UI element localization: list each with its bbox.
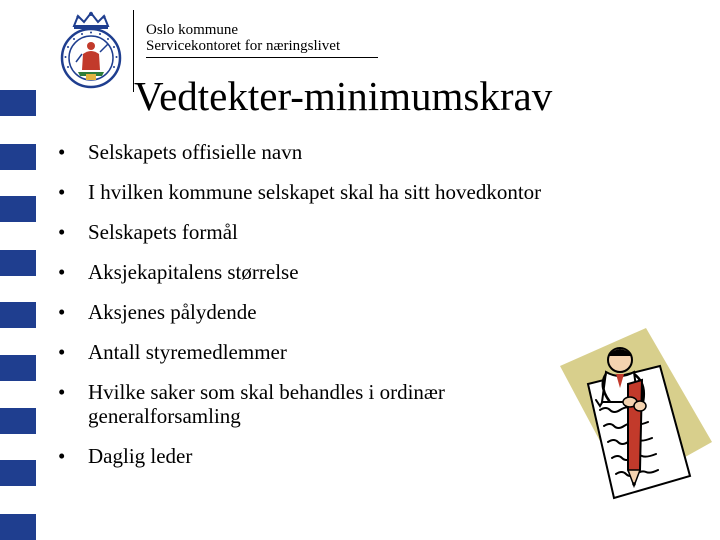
- stripe-block: [0, 460, 36, 486]
- bullet-item: • Aksjenes pålydende: [58, 300, 558, 324]
- stripe-block: [0, 144, 36, 170]
- stripe-block: [0, 196, 36, 222]
- department-name: Servicekontoret for næringslivet: [146, 38, 341, 54]
- bullet-item: • Hvilke saker som skal behandles i ordinær generalforsamling: [58, 380, 528, 428]
- bullet-item: • Aksjekapitalens størrelse: [58, 260, 558, 284]
- bullet-item: • Daglig leder: [58, 444, 558, 468]
- stripe-block: [0, 302, 36, 328]
- bullet-item: • Antall styremedlemmer: [58, 340, 558, 364]
- stripe-block: [0, 355, 36, 381]
- person-writing-list-clipart-icon: [548, 322, 718, 514]
- stripe-block: [0, 514, 36, 540]
- slide-title: Vedtekter-minimumskrav: [134, 73, 553, 119]
- stripe-block: [0, 250, 36, 276]
- bullet-item: • Selskapets formål: [58, 220, 558, 244]
- bullet-item: • Selskapets offisielle navn: [58, 140, 558, 164]
- org-name: Oslo kommune: [146, 22, 239, 38]
- bullet-item: • I hvilken kommune selskapet skal ha sitt hovedkontor: [58, 180, 558, 204]
- header-divider-horizontal: [146, 57, 378, 58]
- bullet-list: [58, 140, 558, 484]
- stripe-block: [0, 408, 36, 434]
- oslo-city-seal-icon: [56, 10, 126, 90]
- stripe-block: [0, 90, 36, 116]
